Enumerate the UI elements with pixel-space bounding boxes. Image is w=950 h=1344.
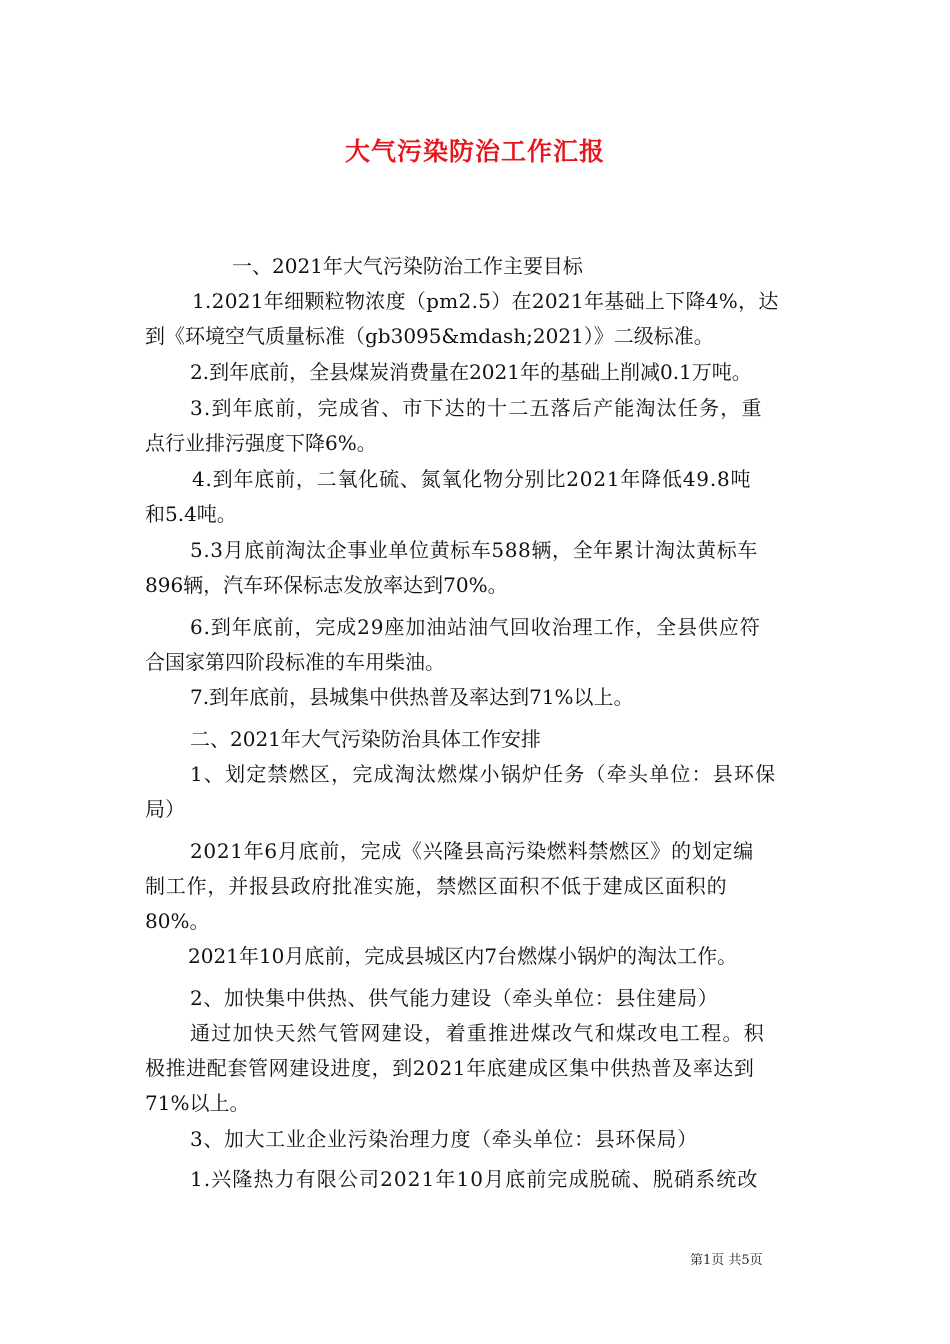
text-line: 2.到年底前，全县煤炭消费量在2021年的基础上削减0.1万吨。 — [190, 360, 752, 384]
text-line: 点行业排污强度下降6%。 — [145, 431, 377, 455]
text-line: 2021年6月底前，完成《兴隆县高污染燃料禁燃区》的划定编 — [190, 839, 754, 863]
text-line: 1.兴隆热力有限公司2021年10月底前完成脱硫、脱硝系统改 — [190, 1167, 759, 1191]
text-line: 通过加快天然气管网建设，着重推进煤改气和煤改电工程。积 — [190, 1021, 766, 1045]
text-line: 71%以上。 — [145, 1091, 250, 1115]
page-indicator: 第1页 共5页 — [690, 1253, 763, 1268]
text-line: 局） — [145, 797, 185, 821]
text-line: 1、划定禁燃区，完成淘汰燃煤小锅炉任务（牵头单位：县环保 — [190, 762, 777, 786]
text-line: 合国家第四阶段标准的车用柴油。 — [145, 650, 445, 674]
text-line: 2021年10月底前，完成县城区内7台燃煤小锅炉的淘汰工作。 — [188, 944, 738, 968]
text-line: 6.到年底前，完成29座加油站油气回收治理工作，全县供应符 — [190, 615, 761, 639]
text-line: 1.2021年细颗粒物浓度（pm2.5）在2021年基础上下降4%，达 — [192, 289, 779, 313]
text-line: 和5.4吨。 — [145, 502, 237, 526]
section-heading: 二、2021年大气污染防治具体工作安排 — [190, 727, 541, 751]
text-line: 5.3月底前淘汰企事业单位黄标车588辆，全年累计淘汰黄标车 — [190, 538, 758, 562]
text-line: 3、加大工业企业污染治理力度（牵头单位：县环保局） — [190, 1127, 698, 1151]
text-line: 896辆，汽车环保标志发放率达到70%。 — [145, 573, 508, 597]
text-line: 到《环境空气质量标准（gb3095&mdash;2021）》二级标准。 — [145, 324, 714, 348]
text-line: 2、加快集中供热、供气能力建设（牵头单位：县住建局） — [190, 986, 719, 1010]
text-line: 7.到年底前，县城集中供热普及率达到71%以上。 — [190, 685, 634, 709]
text-line: 4.到年底前，二氧化硫、氮氧化物分别比2021年降低49.8吨 — [192, 467, 752, 491]
text-line: 3.到年底前，完成省、市下达的十二五落后产能淘汰任务，重 — [190, 396, 763, 420]
text-line: 80%。 — [145, 909, 210, 933]
text-line: 制工作，并报县政府批准实施，禁燃区面积不低于建成区面积的 — [145, 874, 728, 898]
section-heading: 一、2021年大气污染防治工作主要目标 — [232, 254, 583, 278]
text-line: 极推进配套管网建设进度，到2021年底建成区集中供热普及率达到 — [145, 1056, 755, 1080]
page-title: 大气污染防治工作汇报 — [344, 137, 605, 166]
